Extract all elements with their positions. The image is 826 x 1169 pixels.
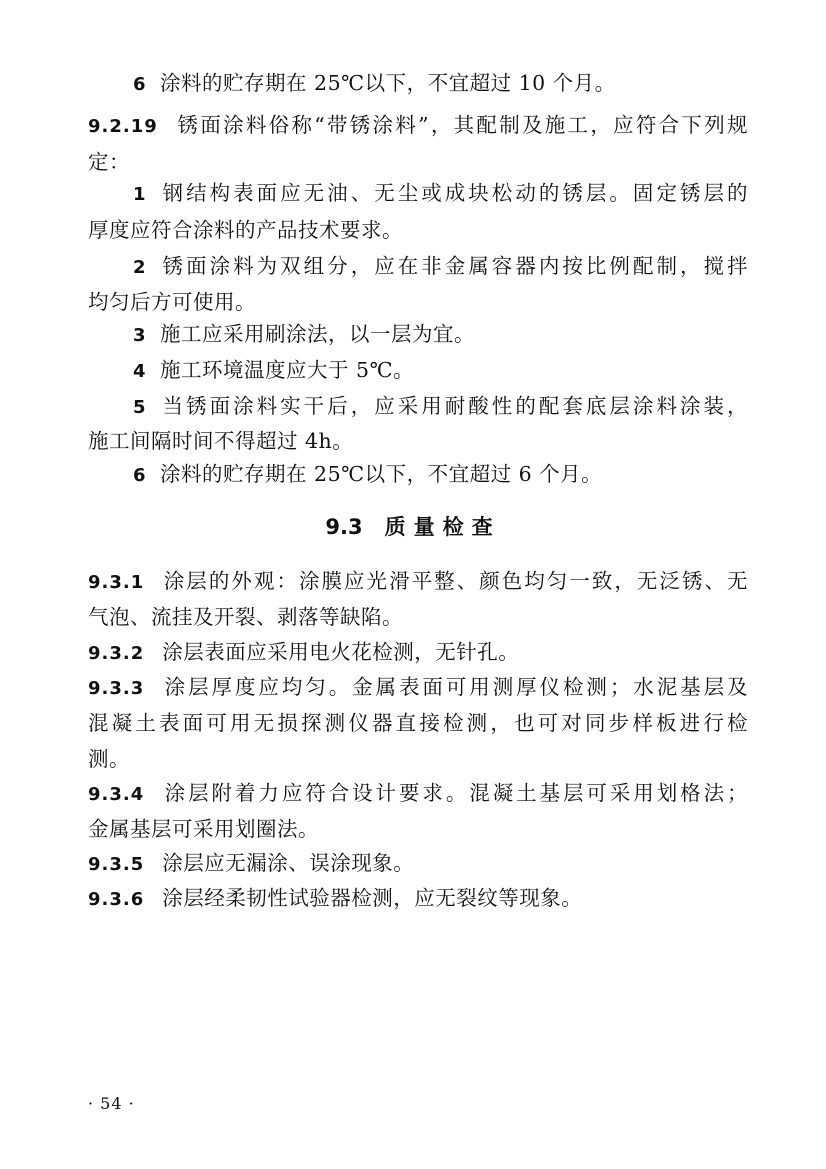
item-text-cont: 厚度应符合涂料的产品技术要求。	[88, 218, 403, 242]
list-item	[133, 65, 748, 103]
section-number: 9.3	[325, 515, 363, 539]
clause-number: 9.3.4	[88, 784, 145, 805]
clause-text: 涂层应无漏涂、误涂现象。	[162, 851, 415, 875]
page-number: · 54 ·	[88, 1094, 135, 1113]
clause-text: 涂层厚度应均匀。金属表面可用测厚仪检测；水泥基层及	[162, 675, 748, 699]
item-text: 施工应采用刷涂法，以一层为宜。	[160, 322, 476, 346]
clause-9-3-1	[88, 563, 748, 601]
clause-9-3-4	[88, 775, 748, 813]
list-item	[133, 175, 748, 213]
list-item	[133, 352, 748, 390]
item-number: 3	[133, 325, 147, 346]
item-number: 6	[133, 74, 147, 95]
clause-text: 涂层经柔韧性试验器检测，应无裂纹等现象。	[162, 886, 583, 910]
clause-text: 涂层附着力应符合设计要求。混凝土基层可采用划格法；	[162, 781, 748, 805]
clause-text: 涂层表面应采用电火花检测，无针孔。	[162, 640, 520, 664]
item-text: 涂料的贮存期在 25℃以下，不宜超过 10 个月。	[160, 71, 616, 95]
item-number: 2	[133, 257, 147, 278]
item-text: 涂料的贮存期在 25℃以下，不宜超过 6 个月。	[160, 462, 603, 486]
item-text: 施工环境温度应大于 5℃。	[160, 358, 415, 382]
list-item	[133, 456, 748, 494]
item-text-cont: 均匀后方可使用。	[88, 290, 256, 314]
clause-number: 9.3.2	[88, 643, 145, 664]
item-number: 4	[133, 361, 147, 382]
list-item	[133, 248, 748, 286]
clause-9-3-5	[88, 845, 748, 883]
section-title: 质量检查	[384, 515, 501, 539]
clause-9-2-19	[88, 107, 748, 145]
clause-text-cont: 定：	[88, 150, 130, 174]
clause-number: 9.3.6	[88, 889, 145, 910]
clause-number: 9.2.19	[88, 116, 158, 137]
item-text-cont: 施工间隔时间不得超过 4h。	[88, 429, 354, 453]
clause-number: 9.3.1	[88, 572, 145, 593]
clause-number: 9.3.3	[88, 678, 145, 699]
clause-text-cont: 金属基层可采用划圈法。	[88, 817, 319, 841]
clause-9-3-2	[88, 634, 748, 672]
item-text: 锈面涂料为双组分，应在非金属容器内按比例配制，搅拌	[160, 254, 748, 278]
item-number: 1	[133, 184, 147, 205]
item-number: 6	[133, 465, 147, 486]
clause-text-cont: 测。	[88, 747, 130, 771]
item-text: 当锈面涂料实干后，应采用耐酸性的配套底层涂料涂装，	[160, 394, 748, 418]
clause-text: 锈面涂料俗称“带锈涂料”，其配制及施工，应符合下列规	[175, 113, 748, 137]
clause-text: 涂层的外观：涂膜应光滑平整、颜色均匀一致，无泛锈、无	[162, 569, 748, 593]
clause-text-cont: 气泡、流挂及开裂、剥落等缺陷。	[88, 605, 403, 629]
clause-number: 9.3.5	[88, 854, 145, 875]
clause-text-cont: 混凝土表面可用无损探测仪器直接检测，也可对同步样板进行检	[88, 711, 748, 735]
clause-9-3-6	[88, 880, 748, 918]
list-item	[133, 316, 748, 354]
section-heading	[0, 509, 826, 545]
list-item	[133, 388, 748, 426]
item-number: 5	[133, 397, 147, 418]
item-text: 钢结构表面应无油、无尘或成块松动的锈层。固定锈层的	[160, 181, 748, 205]
clause-9-3-3	[88, 669, 748, 707]
